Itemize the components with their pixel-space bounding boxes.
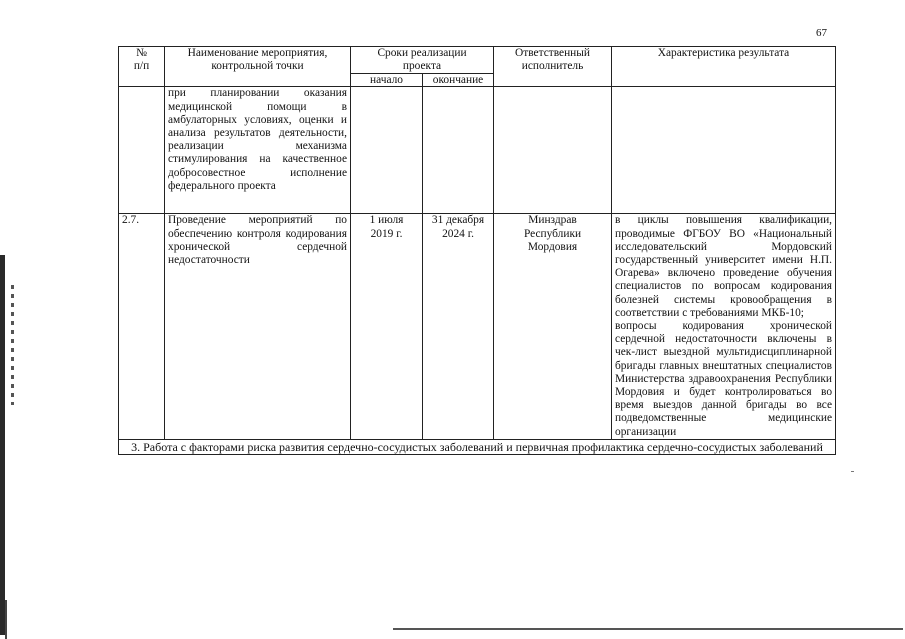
scan-edge-mark: [11, 285, 14, 405]
measures-table: [118, 46, 836, 455]
row-result: [612, 87, 836, 214]
row-responsible: [494, 87, 612, 214]
row-num: 2.7.: [119, 214, 165, 439]
row-name: при планировании оказания медицинской помощи в амбулаторных условиях, оценки и анализа результатов деятельности, реализации механизма стимулирования на качественное добросовестное исполнение федерального проекта: [165, 87, 351, 214]
row-end: [423, 87, 494, 214]
scan-edge-mark: [5, 600, 7, 639]
row-start: 1 июля 2019 г.: [351, 214, 423, 439]
row-name: Проведение мероприятий по обеспечению контроля кодирования хронической сердечной недостаточности: [165, 214, 351, 439]
header-end: окончание: [423, 74, 494, 87]
row-start: [351, 87, 423, 214]
scan-edge-mark: [0, 255, 5, 635]
section-title: 3. Работа с факторами риска развития сердечно-сосудистых заболеваний и первичная профилактика сердечно-сосудистых заболеваний: [119, 439, 836, 454]
row-end: 31 декабря 2024 г.: [423, 214, 494, 439]
row-result: в циклы повышения квалификации, проводимые ФГБОУ ВО «Национальный исследовательский Мордовский государственный университет имени Н.П. Огарева» включено проведение обучения специалистов по вопросам кодирования болезней системы кровообращения в соответствии с требованиями МКБ-10; вопросы кодирования хронической сердечной недостаточности включены в чек-лист выездной мультидисциплинарной бригады главных внештатных специалистов Министерства здравоохранения Республики Мордовия и будет контролироваться во время выездов данной бригады во все подведомственные медицинские организации: [612, 214, 836, 439]
scan-speck: [851, 471, 854, 472]
table-row: [119, 87, 836, 214]
scan-bottom-line: [393, 628, 903, 630]
header-name: Наименование мероприятия, контрольной точки: [165, 47, 351, 87]
header-result: Характеристика результата: [612, 47, 836, 87]
page-number: 67: [816, 27, 827, 39]
section-row: [119, 439, 836, 454]
header-terms: Сроки реализации проекта: [351, 47, 494, 74]
header-num: № п/п: [119, 47, 165, 87]
header-responsible: Ответственный исполнитель: [494, 47, 612, 87]
header-start: начало: [351, 74, 423, 87]
table-row: [119, 214, 836, 439]
row-num: [119, 87, 165, 214]
row-responsible: Минздрав Республики Мордовия: [494, 214, 612, 439]
